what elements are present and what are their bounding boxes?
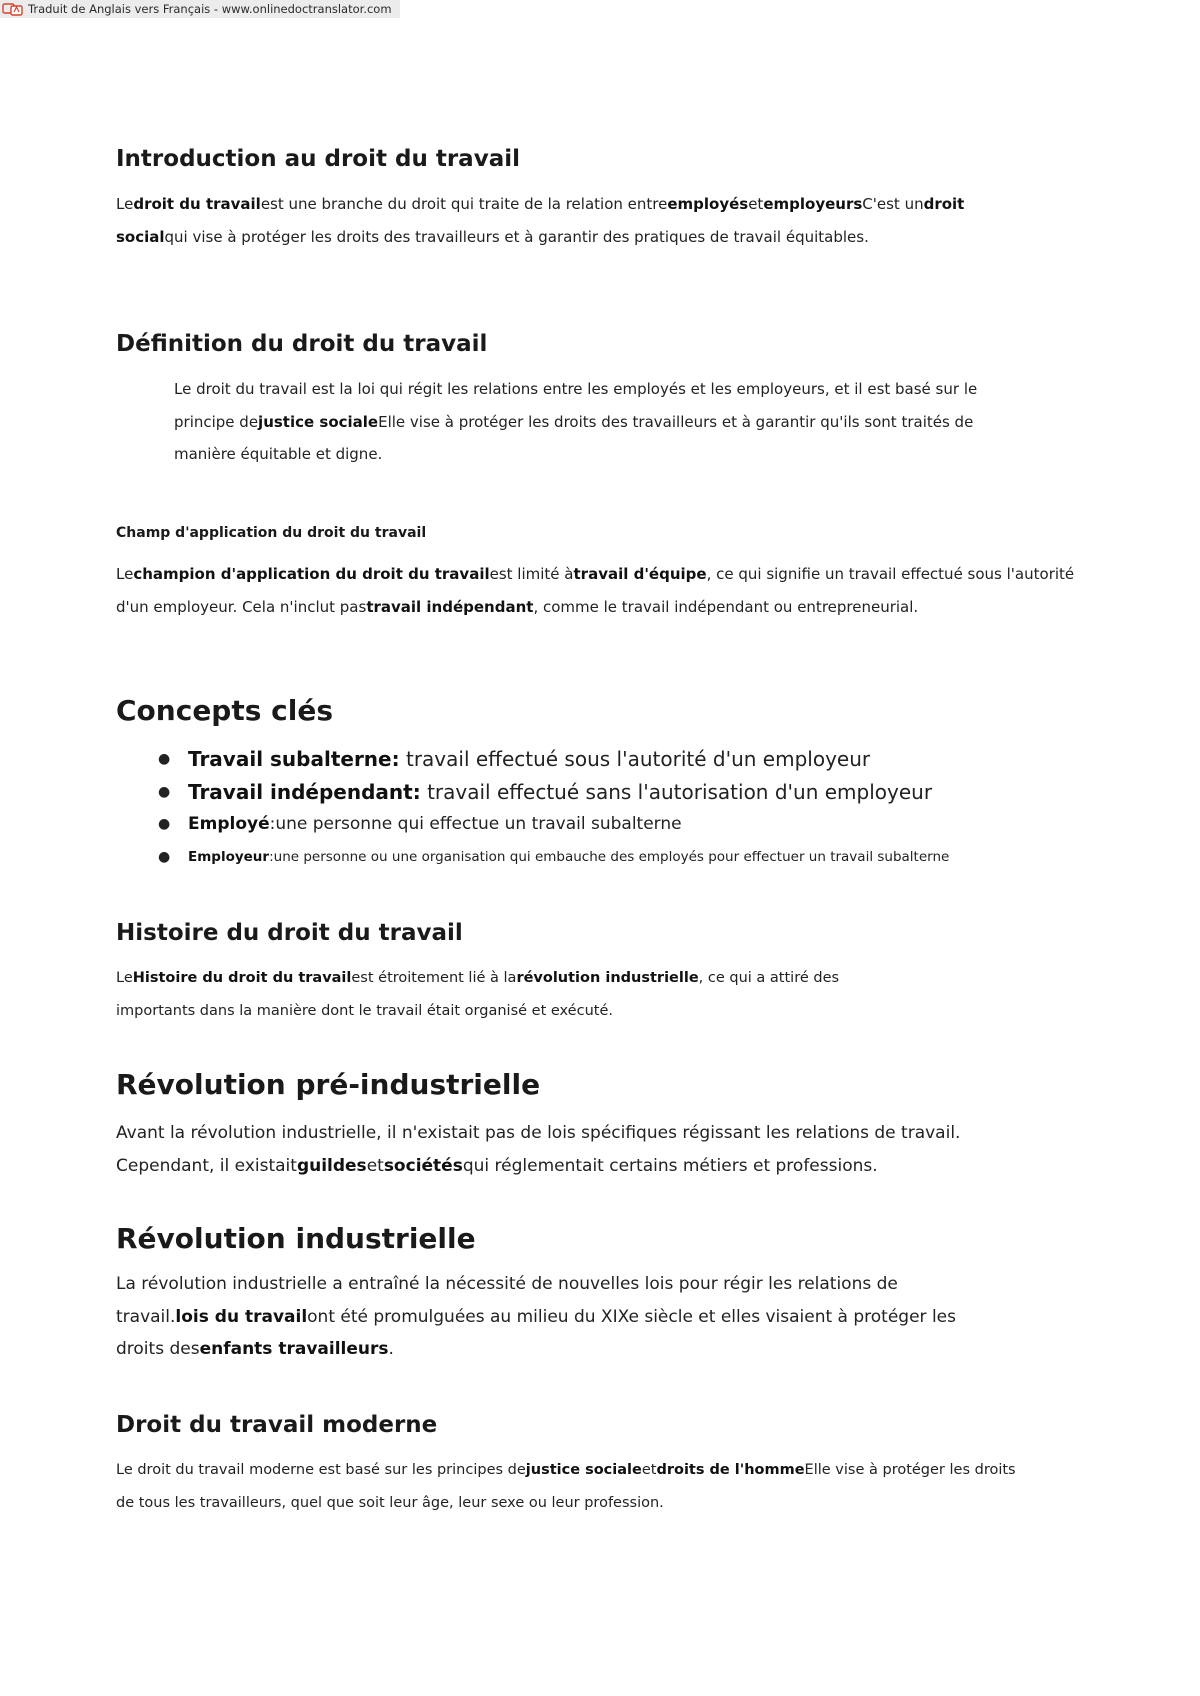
intro-title: Introduction au droit du travail	[116, 146, 520, 172]
history-paragraph: LeHistoire du droit du travailest étroitement lié à larévolution industrielle, ce qui a attiré des importants dans la manière dont le travail était organisé et exécuté.	[116, 970, 840, 1019]
preindustrial-paragraph: Avant la révolution industrielle, il n'existait pas de lois spécifiques régissant les relations de travail. Cependant, il existaitguildesetsociétésqui réglementait certains métiers et professions.	[116, 1123, 961, 1176]
modern-paragraph: Le droit du travail moderne est basé sur les principes dejustice socialeetdroits de l'hommeElle vise à protéger les droits de tous les travailleurs, quel que soit leur âge, leur sexe ou leur profession.	[116, 1462, 1016, 1511]
list-item: ● Employeur:une personne ou une organisation qui embauche des employés pour effectuer un travail subalterne	[116, 841, 1076, 874]
definition-paragraph: Le droit du travail est la loi qui régit les relations entre les employés et les employeurs, et il est basé sur le principe dejustice socialeElle vise à protéger les droits des travailleurs et à garantir qu'ils sont traités de manière équitable et digne.	[174, 380, 978, 463]
translation-banner[interactable]	[0, 0, 400, 18]
bullet-icon: ●	[158, 751, 171, 767]
bullet-icon: ●	[158, 783, 171, 800]
industrial-title: Révolution industrielle	[116, 1222, 476, 1255]
list-item: ● Travail indépendant: travail effectué sans l'autorisation d'un employeur	[116, 776, 1076, 809]
list-item: ● Employé:une personne qui effectue un travail subalterne	[116, 808, 1076, 841]
preindustrial-title: Révolution pré-industrielle	[116, 1068, 541, 1101]
scope-paragraph: Lechampion d'application du droit du travailest limité àtravail d'équipe, ce qui signifie un travail effectué sous l'autorité d'un employeur. Cela n'inclut pastravail indépendant, comme le travail indépendant ou entrepreneurial.	[116, 565, 1075, 616]
history-title: Histoire du droit du travail	[116, 920, 463, 946]
industrial-paragraph: La révolution industrielle a entraîné la nécessité de nouvelles lois pour régir les relations de travail.lois du travailont été promulguées au milieu du XIXe siècle et elles visaient à protéger les droits desenfants travailleurs.	[116, 1274, 956, 1359]
bullet-icon: ●	[158, 816, 171, 832]
modern-title: Droit du travail moderne	[116, 1412, 438, 1438]
list-item: ● Travail subalterne: travail effectué sous l'autorité d'un employeur	[116, 743, 1076, 776]
definition-title: Définition du droit du travail	[116, 331, 488, 357]
bullet-icon: ●	[158, 848, 171, 865]
concepts-list	[116, 743, 1076, 873]
concepts-title: Concepts clés	[116, 694, 333, 727]
scope-title: Champ d'application du droit du travail	[116, 525, 427, 541]
translate-icon	[2, 3, 24, 16]
intro-paragraph: Ledroit du travailest une branche du droit qui traite de la relation entreemployésetemployeursC'est undroit socialqui vise à protéger les droits des travailleurs et à garantir des pratiques de travail équitables.	[116, 195, 965, 246]
banner-text[interactable]: Traduit de Anglais vers Français - www.onlinedoctranslator.com	[28, 2, 392, 16]
